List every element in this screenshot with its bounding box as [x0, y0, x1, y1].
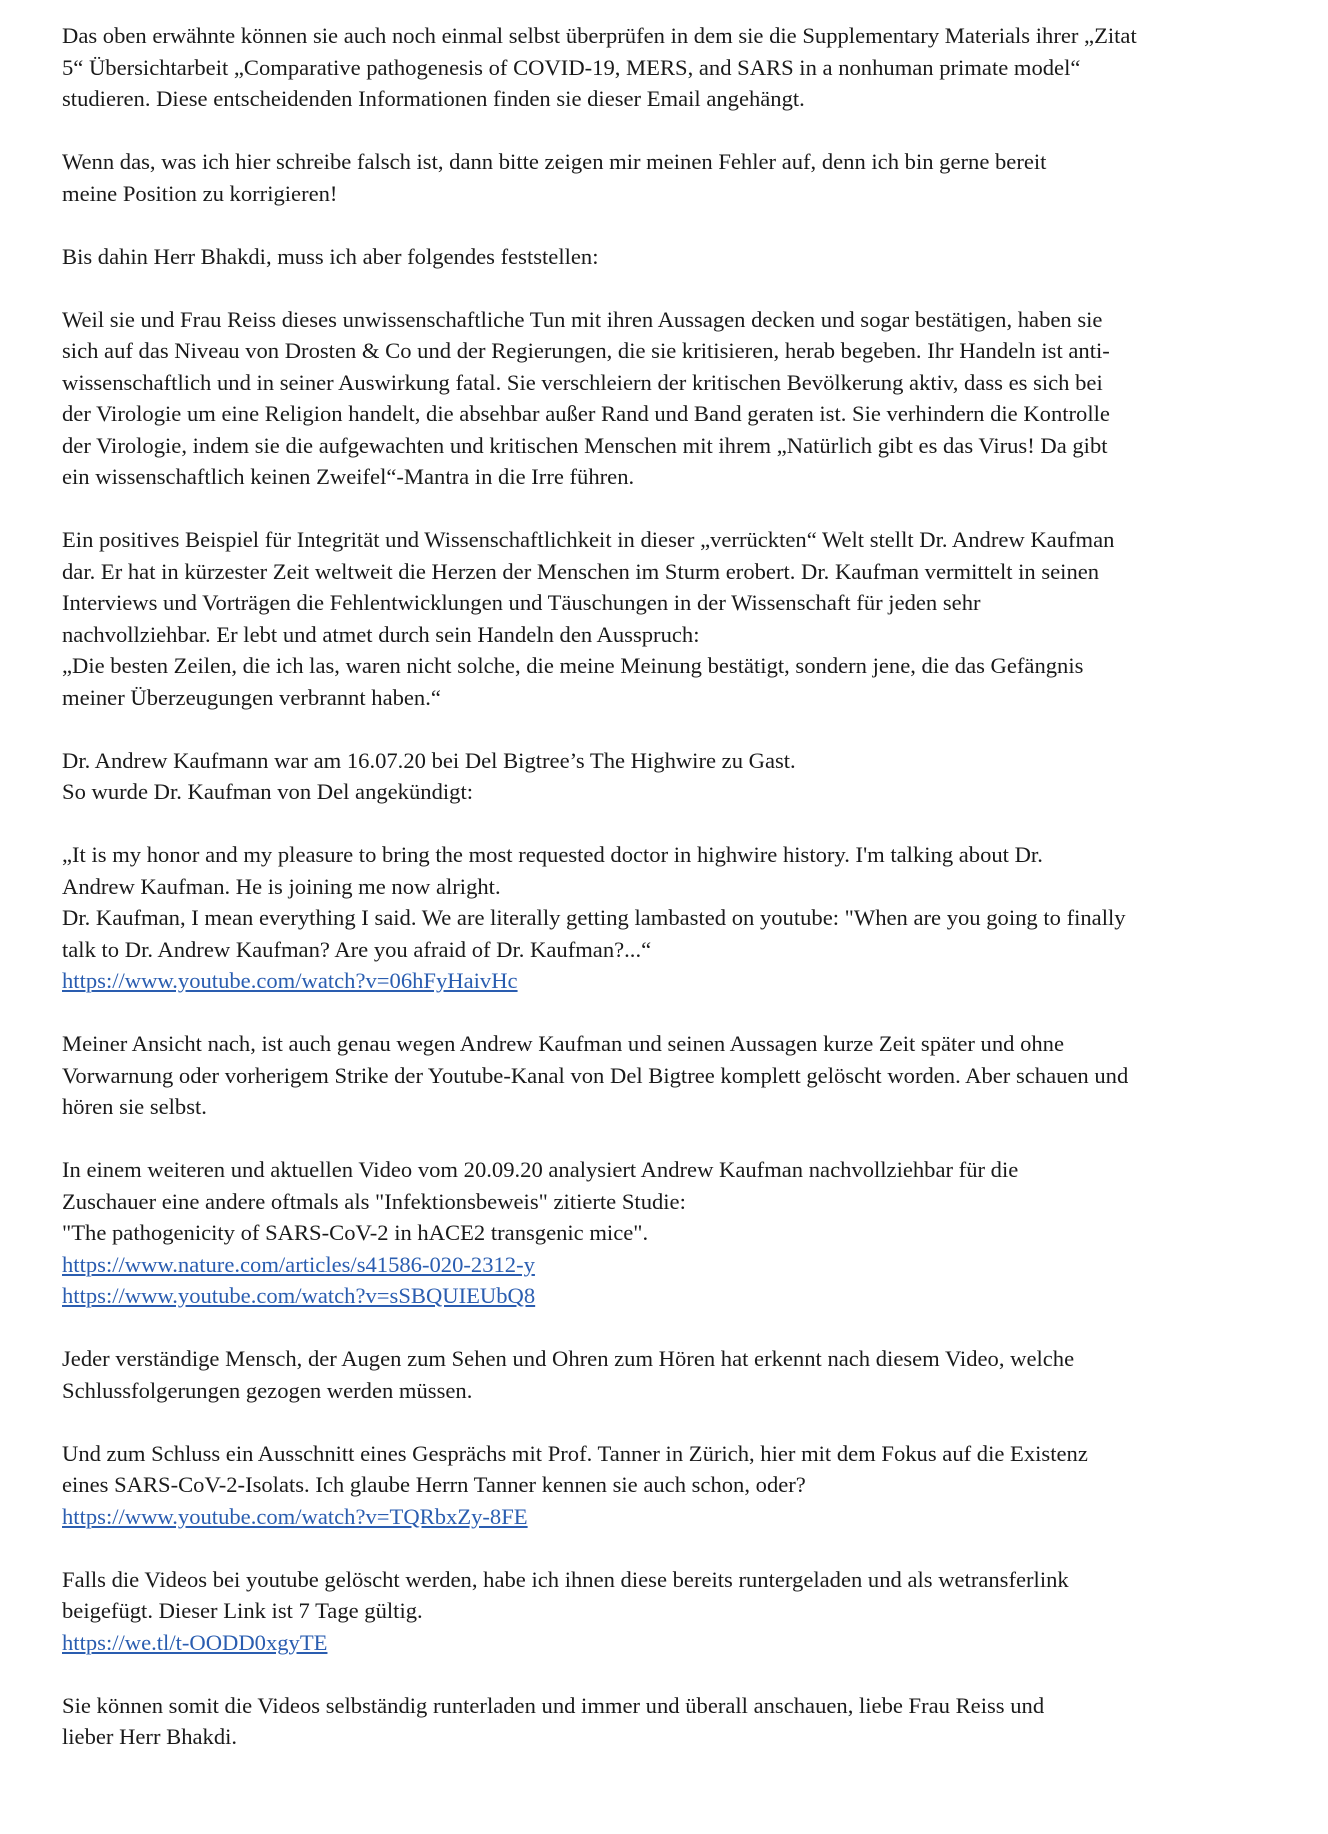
hyperlink[interactable]: https://www.youtube.com/watch?v=TQRbxZy-8FE [62, 1503, 528, 1529]
text-line: eines SARS-CoV-2-Isolats. Ich glaube Herrn Tanner kennen sie auch schon, oder? [62, 1472, 806, 1497]
text-line: Falls die Videos bei youtube gelöscht werden, habe ich ihnen diese bereits runtergeladen und als wetransferlink [62, 1566, 1069, 1592]
link-line [62, 965, 1282, 997]
link-line [62, 1249, 1282, 1281]
text-line: Ein positives Beispiel für Integrität und Wissenschaftlichkeit in dieser „verrückten“ Welt stellt Dr. Andrew Kaufman [62, 527, 1115, 552]
text-line: der Virologie, indem sie die aufgewachten und kritischen Menschen mit ihrem „Natürlich gibt es das Virus! Da gibt [62, 432, 1108, 458]
text-line: Schlussfolgerungen gezogen werden müssen. [62, 1377, 473, 1403]
text-line: "The pathogenicity of SARS-CoV-2 in hACE2 transgenic mice". [62, 1220, 649, 1245]
text-line: lieber Herr Bhakdi. [62, 1724, 238, 1749]
link-line [62, 1627, 1282, 1659]
text-line: Dr. Kaufman, I mean everything I said. We are literally getting lambasted on youtube: "When are you going to finally [62, 905, 1126, 930]
text-line: Interviews und Vorträgen die Fehlentwicklungen und Täuschungen in der Wissenschaft für jeden sehr [62, 590, 981, 615]
paragraph [62, 241, 1282, 273]
paragraph [62, 304, 1282, 493]
text-line: sich auf das Niveau von Drosten & Co und der Regierungen, die sie kritisieren, herab begeben. Ihr Handeln ist anti- [62, 338, 1110, 363]
paragraph [62, 745, 1282, 808]
text-line: „Die besten Zeilen, die ich las, waren nicht solche, die meine Meinung bestätigt, sondern jene, die das Gefängnis [62, 653, 1084, 678]
paragraph [62, 524, 1282, 713]
text-line: Wenn das, was ich hier schreibe falsch ist, dann bitte zeigen mir meinen Fehler auf, denn ich bin gerne bereit [62, 149, 1047, 174]
email-body [62, 20, 1282, 1784]
text-line: Bis dahin Herr Bhakdi, muss ich aber folgendes feststellen: [62, 243, 599, 269]
text-line: der Virologie um eine Religion handelt, die absehbar außer Rand und Band geraten ist. Sie verhindern die Kontrolle [62, 401, 1110, 426]
hyperlink[interactable]: https://www.nature.com/articles/s41586-020-2312-y [62, 1251, 535, 1277]
text-line: Sie können somit die Videos selbständig runterladen und immer und überall anschauen, liebe Frau Reiss und [62, 1692, 1045, 1718]
text-line: Dr. Andrew Kaufmann war am 16.07.20 bei Del Bigtree’s The Highwire zu Gast. [62, 747, 796, 773]
paragraph [62, 1028, 1282, 1123]
text-line: dar. Er hat in kürzester Zeit weltweit die Herzen der Menschen im Sturm erobert. Dr. Kaufman vermittelt in seinen [62, 558, 1100, 584]
text-line: Jeder verständige Mensch, der Augen zum Sehen und Ohren zum Hören hat erkennt nach diesem Video, welche [62, 1346, 1075, 1371]
text-line: So wurde Dr. Kaufman von Del angekündigt: [62, 779, 474, 804]
text-line: In einem weiteren und aktuellen Video vom 20.09.20 analysiert Andrew Kaufman nachvollziehbar für die [62, 1157, 1019, 1182]
hyperlink[interactable]: https://www.youtube.com/watch?v=sSBQUIEUbQ8 [62, 1283, 536, 1308]
text-line: Das oben erwähnte können sie auch noch einmal selbst überprüfen in dem sie die Supplementary Materials ihrer „Zitat [62, 23, 1137, 48]
text-line: wissenschaftlich und in seiner Auswirkung fatal. Sie verschleiern der kritischen Bevölkerung aktiv, dass es sich bei [62, 369, 1103, 395]
link-line [62, 1280, 1282, 1312]
text-line: Andrew Kaufman. He is joining me now alright. [62, 873, 501, 899]
paragraph [62, 20, 1282, 115]
text-line: Meiner Ansicht nach, ist auch genau wegen Andrew Kaufman und seinen Aussagen kurze Zeit später und ohne [62, 1031, 1064, 1056]
text-line: Vorwarnung oder vorherigem Strike der Youtube-Kanal von Del Bigtree komplett gelöscht worden. Aber schauen und [62, 1062, 1129, 1088]
text-line: Und zum Schluss ein Ausschnitt eines Gesprächs mit Prof. Tanner in Zürich, hier mit dem Fokus auf die Existenz [62, 1440, 1088, 1466]
paragraph [62, 1438, 1282, 1533]
text-line: Zuschauer eine andere oftmals als "Infektionsbeweis" zitierte Studie: [62, 1188, 686, 1214]
paragraph [62, 839, 1282, 997]
text-line: Weil sie und Frau Reiss dieses unwissenschaftliche Tun mit ihren Aussagen decken und sogar bestätigen, haben sie [62, 306, 1103, 332]
hyperlink[interactable]: https://www.youtube.com/watch?v=06hFyHaivHc [62, 968, 518, 993]
text-line: 5“ Übersichtarbeit „Comparative pathogenesis of COVID-19, MERS, and SARS in a nonhuman primate model“ [62, 54, 1081, 80]
paragraph [62, 1154, 1282, 1312]
link-line [62, 1501, 1282, 1533]
text-line: meine Position zu korrigieren! [62, 180, 338, 206]
paragraph [62, 146, 1282, 209]
text-line: nachvollziehbar. Er lebt und atmet durch sein Handeln den Ausspruch: [62, 621, 700, 647]
text-line: ein wissenschaftlich keinen Zweifel“-Mantra in die Irre führen. [62, 464, 635, 489]
paragraph [62, 1564, 1282, 1659]
paragraph [62, 1690, 1282, 1753]
text-line: studieren. Diese entscheidenden Informationen finden sie dieser Email angehängt. [62, 86, 805, 111]
text-line: talk to Dr. Andrew Kaufman? Are you afraid of Dr. Kaufman?...“ [62, 936, 652, 962]
hyperlink[interactable]: https://we.tl/t-OODD0xgyTE [62, 1629, 328, 1655]
text-line: „It is my honor and my pleasure to bring the most requested doctor in highwire history. I'm talking about Dr. [62, 842, 1043, 867]
text-line: hören sie selbst. [62, 1094, 207, 1119]
text-line: meiner Überzeugungen verbrannt haben.“ [62, 684, 441, 710]
paragraph [62, 1343, 1282, 1406]
text-line: beigefügt. Dieser Link ist 7 Tage gültig. [62, 1598, 423, 1623]
